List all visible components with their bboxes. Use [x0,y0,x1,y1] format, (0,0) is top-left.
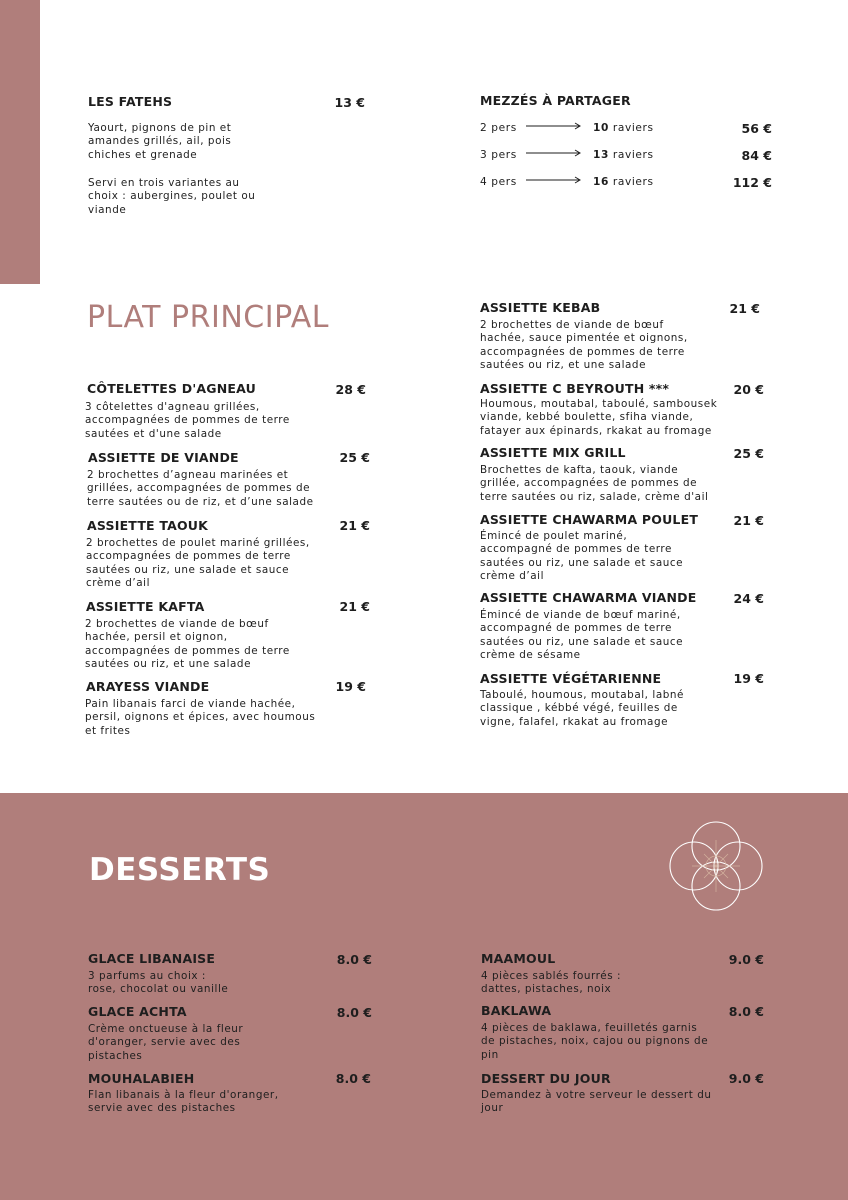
menu-item-price: 19 € [335,679,366,694]
menu-item-description: 3 côtelettes d'agneau grillées, accompagnées de pommes de terre sautées et d'une salade [85,401,290,440]
mezze-count: 10 [593,122,609,134]
menu-item-price: 28 € [335,382,366,397]
menu-item-price: 21 € [339,599,370,614]
menu-item-price: 19 € [733,671,764,686]
menu-item-title: ASSIETTE KEBAB [480,300,601,315]
menu-item-description: 2 brochettes de viande de bœuf hachée, sauce pimentée et oignons, accompagnées de pommes de terre sautées ou riz, et une salade [480,319,688,372]
decorative-side-bar [0,0,40,284]
menu-item-title: ASSIETTE TAOUK [87,518,209,533]
mezze-price: 112 € [732,175,772,190]
dessert-price: 8.0 € [335,1071,371,1086]
menu-item-title: ASSIETTE KAFTA [86,599,205,614]
menu-item-description: Taboulé, houmous, moutabal, labné classique , kébbé végé, feuilles de vigne, falafel, rkakat au fromage [480,689,684,728]
dessert-description: 3 parfums au choix : rose, chocolat ou vanille [88,970,229,996]
menu-item-title: CÔTELETTES D'AGNEAU [87,381,256,396]
long-right-arrow-icon [526,120,582,132]
mezze-persons: 2 pers [480,122,517,134]
menu-item-price: 21 € [339,518,370,533]
mezze-unit: raviers [612,149,654,161]
menu-item-description: 2 brochettes de viande de bœuf hachée, persil et oignon, accompagnées de pommes de terre sautées ou riz, et une salade [85,618,290,671]
dessert-price: 8.0 € [336,1005,372,1020]
menu-item-description: Émincé de poulet mariné, accompagné de pommes de terre sautées ou riz, une salade et sauce crème d’ail [480,530,684,583]
dessert-price: 9.0 € [728,1071,764,1086]
menu-item-title: ASSIETTE CHAWARMA POULET [480,512,699,527]
mezze-unit: raviers [612,122,654,134]
mezze-price: 56 € [741,121,772,136]
menu-item-price: 20 € [733,382,764,397]
dessert-description: Crème onctueuse à la fleur d'oranger, servie avec des pistaches [88,1023,244,1062]
menu-item-title: ASSIETTE VÉGÉTARIENNE [480,671,662,686]
menu-item-title: ASSIETTE C BEYROUTH *** [480,381,670,396]
desserts-title: DESSERTS [89,852,271,888]
fatehs-variants-note: Servi en trois variantes au choix : aubergines, poulet ou viande [88,177,256,216]
menu-item-price: 25 € [733,446,764,461]
menu-item-price: 24 € [733,591,764,606]
dessert-title: GLACE ACHTA [88,1004,187,1019]
menu-item-description: 2 brochettes de poulet mariné grillées, accompagnées de pommes de terre sautées ou riz, une salade et sauce crème d’ail [86,537,310,590]
mezze-row [480,176,772,192]
menu-item-title: ARAYESS VIANDE [86,679,210,694]
mezze-row [480,122,772,138]
menu-item-description: Émincé de viande de bœuf mariné, accompagné de pommes de terre sautées ou riz, une salade et sauce crème de sésame [480,609,684,662]
menu-item-description: 2 brochettes d’agneau marinées et grillées, accompagnées de pommes de terre sautées ou de riz, et d’une salade [87,469,314,508]
mezze-row [480,149,772,165]
dessert-description: 4 pièces sablés fourrés : dattes, pistaches, noix [481,970,622,996]
menu-item-description: Brochettes de kafta, taouk, viande grillée, accompagnées de pommes de terre sautées ou riz, salade, crème d'ail [480,464,709,503]
fatehs-price: 13 € [334,95,365,110]
menu-item-title: ASSIETTE CHAWARMA VIANDE [480,590,697,605]
mezze-price: 84 € [741,148,772,163]
menu-item-description: Pain libanais farci de viande hachée, persil, oignons et épices, avec houmous et frites [85,698,316,737]
dessert-description: 4 pièces de baklawa, feuilletés garnis de pistaches, noix, cajou ou pignons de pin [481,1022,709,1061]
menu-item-title: ASSIETTE DE VIANDE [88,450,239,465]
long-right-arrow-icon [526,147,582,159]
fatehs-description: Yaourt, pignons de pin et amandes grillés, ail, pois chiches et grenade [88,122,232,161]
plat-principal-title: PLAT PRINCIPAL [87,300,329,335]
mezzes-title: MEZZÉS À PARTAGER [480,93,631,108]
dessert-description: Demandez à votre serveur le dessert du jour [481,1089,712,1115]
dessert-price: 8.0 € [728,1004,764,1019]
dessert-description: Flan libanais à la fleur d'oranger, servie avec des pistaches [88,1089,279,1115]
dessert-price: 9.0 € [728,952,764,967]
long-right-arrow-icon [526,174,582,186]
dessert-title: GLACE LIBANAISE [88,951,216,966]
menu-item-title: ASSIETTE MIX GRILL [480,445,626,460]
fatehs-title: LES FATEHS [88,94,173,109]
mezze-persons: 3 pers [480,149,517,161]
dessert-title: MOUHALABIEH [88,1071,195,1086]
menu-item-price: 21 € [729,301,760,316]
menu-item-price: 25 € [339,450,370,465]
menu-item-description: Houmous, moutabal, taboulé, sambousek viande, kebbé boulette, sfiha viande, fatayer aux épinards, rkakat au fromage [480,398,718,437]
mezze-count: 13 [593,149,609,161]
menu-item-price: 21 € [733,513,764,528]
dessert-price: 8.0 € [336,952,372,967]
dessert-title: DESSERT DU JOUR [481,1071,611,1086]
mezze-persons: 4 pers [480,176,517,188]
dessert-title: BAKLAWA [481,1003,552,1018]
four-circle-flower-ornament-icon [666,818,766,914]
dessert-title: MAAMOUL [481,951,556,966]
mezze-count: 16 [593,176,609,188]
mezze-unit: raviers [612,176,654,188]
